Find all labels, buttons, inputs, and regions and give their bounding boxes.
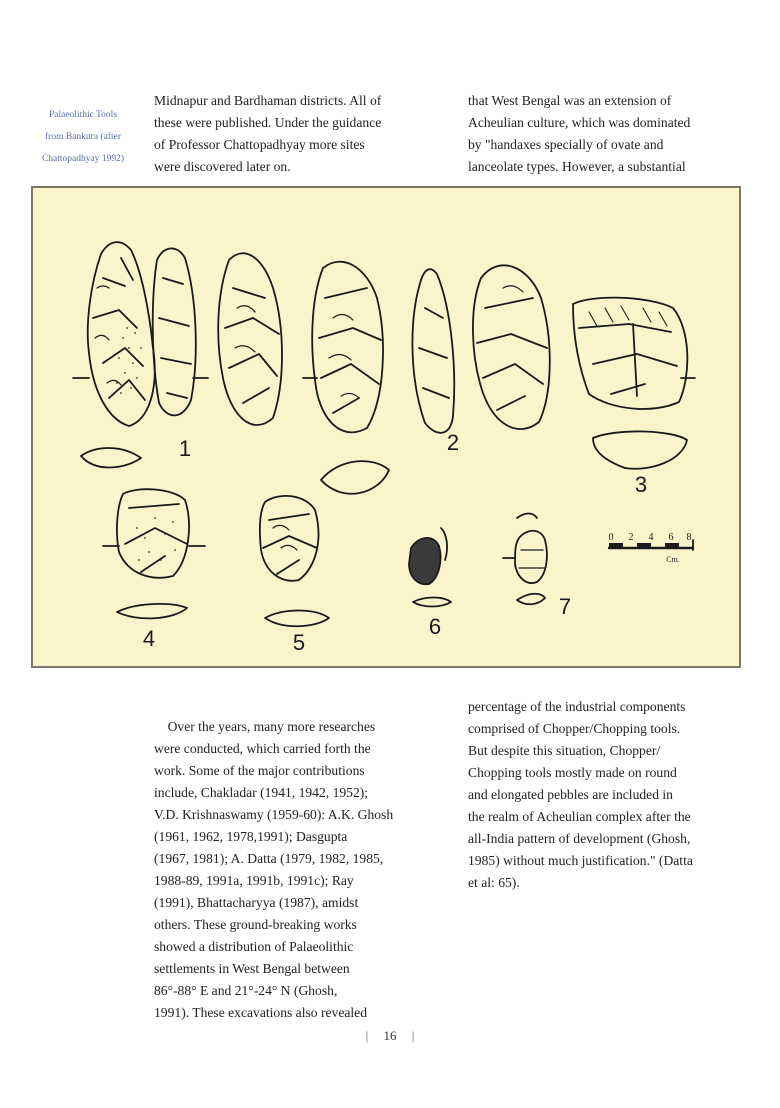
text-line: et al: 65). [468,875,520,890]
text-line: by "handaxes specially of ovate and [468,137,664,152]
scale-tick-label: 6 [668,532,674,543]
scale-unit: Cm. [666,555,680,564]
text-line: But despite this situation, Chopper/ [468,743,661,758]
tool-label: 7 [558,594,572,619]
text-column-top-right [468,90,758,178]
text-line: (1991), Bhattacharyya (1987), amidst [154,895,359,910]
text-line: include, Chakladar (1941, 1942, 1952); [154,785,369,800]
page-footer [0,1028,780,1044]
tool-7-front-view [503,514,547,584]
scale-tick-label: 8 [686,532,692,543]
caption-line: from Bankura (after [45,132,121,142]
footer-divider: | [365,1028,369,1043]
text-line: showed a distribution of Palaeolithic [154,939,354,954]
text-line: these were published. Under the guidance [154,115,382,130]
caption-line: Palaeolithic Tools [48,110,118,120]
text-line: and elongated pebbles are included in [468,787,673,802]
footer-divider: | [411,1028,415,1043]
text-column-bottom-right [468,696,758,894]
tool-6-section [413,598,451,607]
tool-1-front-view [73,242,155,426]
text-line: Chopping tools mostly made on round [468,765,677,780]
tool-1-section [81,448,141,468]
text-line: Midnapur and Bardhaman districts. All of [154,93,382,108]
page-number: 16 [383,1028,397,1043]
text-column-top-left [154,90,444,178]
tool-label: 2 [446,430,460,455]
text-line: V.D. Krishnaswamy (1959-60): A.K. Ghosh [154,807,394,822]
tools-drawing [33,188,739,666]
text-line: all-India pattern of development (Ghosh, [468,831,691,846]
tool-5-front-view [260,496,319,581]
tool-label: 6 [428,614,442,639]
text-line: (1961, 1962, 1978,1991); Dasgupta [154,829,348,844]
tool-6-front-view [409,528,447,584]
tool-4-front-view [103,489,205,578]
scale-tick-label: 4 [648,532,654,543]
tool-2-front-view-c [473,265,550,429]
text-line: that West Bengal was an extension of [468,93,672,108]
text-line: of Professor Chattopadhyay more sites [154,137,365,152]
tool-2-front-view-b [303,262,383,433]
tool-2-front-view-a [218,253,282,425]
tool-label: 5 [292,630,306,655]
text-line: comprised of Chopper/Chopping tools. [468,721,681,736]
text-line: settlements in West Bengal between [154,961,350,976]
text-line: were discovered later on. [154,159,291,174]
text-line: Acheulian culture, which was dominated [468,115,691,130]
tool-label: 3 [634,472,648,497]
tool-3-front-view [573,298,695,409]
text-line: (1967, 1981); A. Datta (1979, 1982, 1985, [154,851,384,866]
tool-2-section [321,461,389,494]
text-line: 1991). These excavations also revealed [154,1005,368,1020]
tool-3-section [593,431,687,468]
text-line: were conducted, which carried forth the [154,741,371,756]
tool-2-side-view [412,269,454,433]
text-line: work. Some of the major contributions [154,763,365,778]
text-line: percentage of the industrial components [468,699,686,714]
tools-illustration [31,186,741,668]
tool-7-section [517,594,545,605]
text-line: others. These ground-breaking works [154,917,357,932]
text-line: Over the years, many more researches [154,719,376,734]
text-line: 86°-88° E and 21°-24° N (Ghosh, [154,983,338,998]
figure-caption [22,104,144,170]
tool-1-side-view [153,248,208,415]
text-line: lanceolate types. However, a substantial [468,159,686,174]
caption-line: Chattopadhyay 1992) [41,154,125,164]
text-line: 1985) without much justification." (Datta [468,853,693,868]
tool-label: 1 [178,436,192,461]
tool-label: 4 [142,626,156,651]
tool-4-section [117,604,187,618]
scale-tick-label: 0 [608,532,614,543]
text-line: 1988-89, 1991a, 1991b, 1991c); Ray [154,873,354,888]
text-line: the realm of Acheulian complex after the [468,809,691,824]
tool-5-section [265,611,329,627]
scale-tick-label: 2 [628,532,634,543]
text-column-bottom-left [154,716,444,1024]
